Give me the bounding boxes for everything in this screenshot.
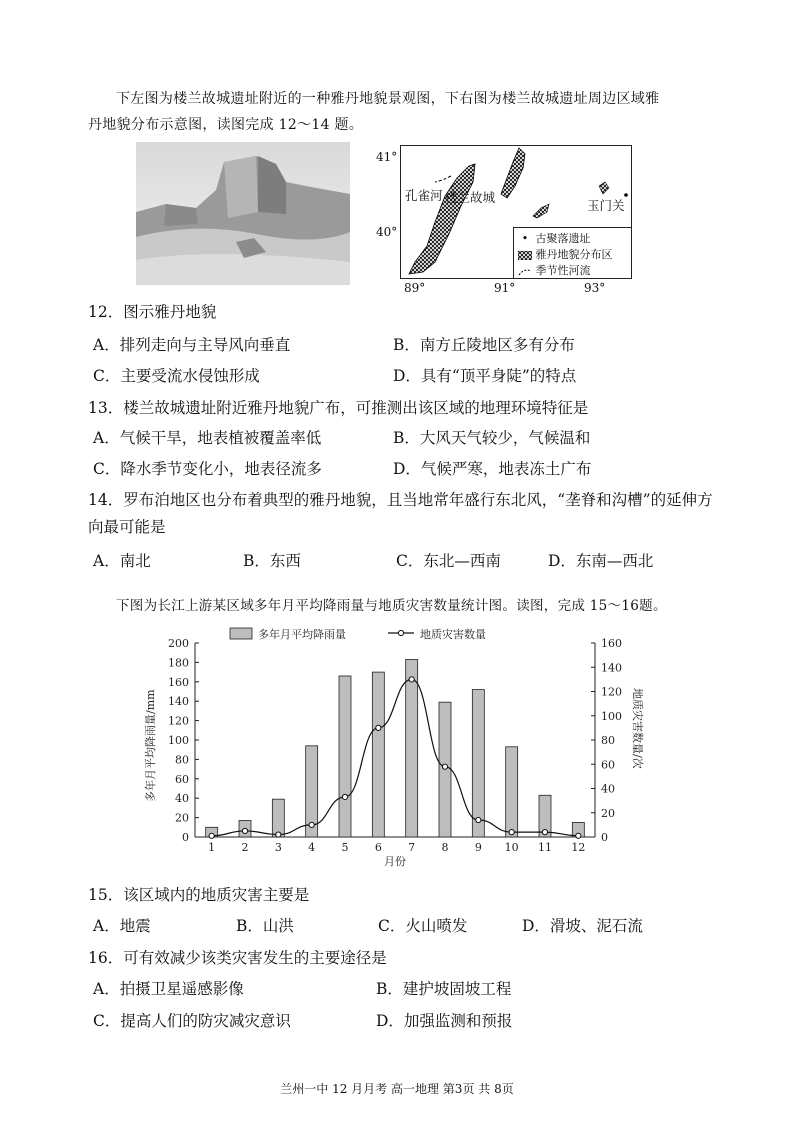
- rainfall-bar: [506, 747, 518, 837]
- q13-stem: 13．楼兰故城遗址附近雅丹地貌广布，可推测出该区域的地理环境特征是: [88, 399, 589, 417]
- disaster-point: [276, 832, 281, 837]
- y-left-tick-label: 180: [168, 656, 189, 670]
- place-kongque-river: 孔雀河: [405, 188, 443, 203]
- intro-line-2: 丹地貌分布示意图，读图完成 12～14 题。: [88, 117, 364, 133]
- q12-option-c: C．主要受流水侵蚀形成: [93, 367, 260, 385]
- seasonal-river: [435, 176, 451, 182]
- y-left-tick-label: 0: [182, 831, 189, 844]
- q16-option-d: D．加强监测和预报: [376, 1012, 513, 1030]
- page-footer: 兰州一中 12 月月考 高一地理 第3页 共 8页: [280, 1082, 514, 1096]
- x-tick-label: 3: [274, 841, 282, 854]
- legend-seasonal-river: 季节性河流: [535, 264, 591, 277]
- disaster-point: [209, 833, 214, 838]
- legend-settlement: 古聚落遗址: [535, 232, 591, 245]
- x-tick-label: 4: [308, 841, 316, 854]
- y-right-tick-label: 120: [601, 685, 622, 699]
- x-tick-label: 7: [408, 841, 416, 854]
- y-right-tick-label: 160: [601, 637, 622, 650]
- rainfall-bar: [406, 659, 418, 837]
- x-axis-title: 月份: [384, 855, 406, 868]
- x-tick-label: 5: [341, 841, 349, 854]
- place-loulan: 楼兰故城: [445, 190, 496, 205]
- y-left-tick-label: 120: [168, 714, 189, 728]
- q14-option-b: B．东西: [243, 552, 301, 570]
- yardang-photo: [136, 142, 350, 285]
- x-tick-label: 6: [374, 841, 382, 854]
- yardang-area-small: [533, 204, 549, 218]
- y-right-tick-label: 140: [601, 661, 622, 675]
- y-right-tick-label: 80: [601, 734, 615, 747]
- disaster-point: [342, 794, 347, 799]
- q13-option-c: C．降水季节变化小，地表径流多: [93, 460, 322, 478]
- q15-option-a: A．地震: [93, 917, 151, 935]
- rainfall-bar: [372, 672, 384, 837]
- y-left-tick-label: 20: [175, 811, 189, 825]
- legend-bar-swatch: [230, 628, 252, 639]
- rainfall-disaster-chart: [140, 625, 660, 870]
- y-left-title: 多年月平均降雨量/mm: [144, 689, 157, 802]
- y-right-tick-label: 0: [601, 831, 608, 844]
- y-left-tick-label: 80: [175, 753, 189, 767]
- lon-89: 89°: [404, 281, 426, 295]
- y-right-tick-label: 60: [601, 758, 615, 772]
- disaster-line: [212, 679, 579, 835]
- y-right-tick-label: 20: [601, 806, 615, 820]
- y-right-tick-label: 100: [601, 709, 622, 723]
- intro-2: 下图为长江上游某区域多年月平均降雨量与地质灾害数量统计图。读图，完成 15～16题。: [116, 598, 667, 614]
- q16-option-b: B．建护坡固坡工程: [376, 980, 512, 998]
- q14-stem-line-1: 14．罗布泊地区也分布着典型的雅丹地貌，且当地常年盛行东北风，“垄脊和沟槽”的延伸方: [88, 491, 713, 509]
- legend-bar-label: 多年月平均降雨量: [258, 628, 346, 641]
- intro-line-1: 下左图为楼兰故城遗址附近的一种雅丹地貌景观图，下右图为楼兰故城遗址周边区域雅: [116, 91, 660, 107]
- q15-option-b: B．山洪: [236, 917, 294, 935]
- map-legend: • 古聚落遗址 雅丹地貌分布区 季节性河流: [513, 227, 632, 279]
- x-tick-label: 12: [571, 841, 586, 854]
- q16-option-a: A．拍摄卫星遥感影像: [93, 980, 244, 998]
- q14-option-d: D．东南—西北: [548, 552, 654, 570]
- q12-option-b: B．南方丘陵地区多有分布: [393, 336, 575, 354]
- x-tick-label: 11: [538, 841, 552, 854]
- place-yumenguan: 玉门关: [587, 198, 625, 213]
- x-tick-label: 2: [241, 841, 249, 854]
- q13-option-d: D．气候严寒，地表冻土广布: [393, 460, 592, 478]
- ancient-settlement-dot: [624, 193, 628, 197]
- y-left-tick-label: 140: [168, 695, 189, 709]
- q13-option-a: A．气候干旱，地表植被覆盖率低: [93, 429, 322, 447]
- q15-stem: 15．该区域内的地质灾害主要是: [88, 886, 310, 904]
- disaster-point: [309, 822, 314, 827]
- y-left-tick-label: 100: [168, 734, 189, 747]
- rainfall-bar: [339, 676, 351, 837]
- disaster-point: [242, 828, 247, 833]
- lat-41: 41°: [376, 150, 398, 164]
- y-left-tick-label: 40: [175, 792, 189, 806]
- disaster-point: [509, 830, 514, 835]
- lon-91: 91°: [494, 281, 516, 295]
- yardang-area-west: [409, 164, 475, 274]
- legend-line-label: 地质灾害数量: [420, 628, 486, 641]
- q12-option-a: A．排列走向与主导风向垂直: [93, 336, 291, 354]
- q14-stem-line-2: 向最可能是: [88, 518, 166, 536]
- x-tick-label: 8: [441, 841, 449, 854]
- q12-stem: 12．图示雅丹地貌: [88, 303, 217, 321]
- q15-option-c: C．火山喷发: [378, 917, 468, 935]
- disaster-point: [376, 725, 381, 730]
- disaster-point: [542, 830, 547, 835]
- legend-line-point: [398, 630, 403, 635]
- x-tick-label: 9: [474, 841, 482, 854]
- disaster-point: [576, 833, 581, 838]
- disaster-point: [442, 764, 447, 769]
- lon-93: 93°: [584, 281, 606, 295]
- q15-option-d: D．滑坡、泥石流: [522, 917, 643, 935]
- q16-option-c: C．提高人们的防灾减灾意识: [93, 1012, 291, 1030]
- rainfall-bar: [472, 690, 484, 837]
- rainfall-bar: [272, 799, 284, 837]
- disaster-point: [476, 817, 481, 822]
- q14-option-c: C．东北—西南: [396, 552, 501, 570]
- yardang-area-north: [501, 148, 525, 198]
- q12-option-d: D．具有“顶平身陡”的特点: [393, 367, 577, 385]
- x-tick-label: 1: [208, 841, 216, 854]
- yardang-area-east: [599, 182, 609, 194]
- q16-stem: 16．可有效减少该类灾害发生的主要途径是: [88, 949, 387, 967]
- lat-40: 40°: [376, 225, 398, 239]
- y-left-tick-label: 60: [175, 772, 189, 786]
- y-left-tick-label: 200: [168, 637, 189, 650]
- y-right-title: 地质灾害数量/次: [631, 688, 644, 769]
- q14-option-a: A．南北: [93, 552, 151, 570]
- x-tick-label: 10: [504, 841, 519, 854]
- disaster-point: [409, 677, 414, 682]
- q13-option-b: B．大风天气较少，气候温和: [393, 429, 591, 447]
- y-right-tick-label: 40: [601, 782, 615, 796]
- legend-yardang: 雅丹地貌分布区: [535, 248, 613, 261]
- y-left-tick-label: 160: [168, 675, 189, 689]
